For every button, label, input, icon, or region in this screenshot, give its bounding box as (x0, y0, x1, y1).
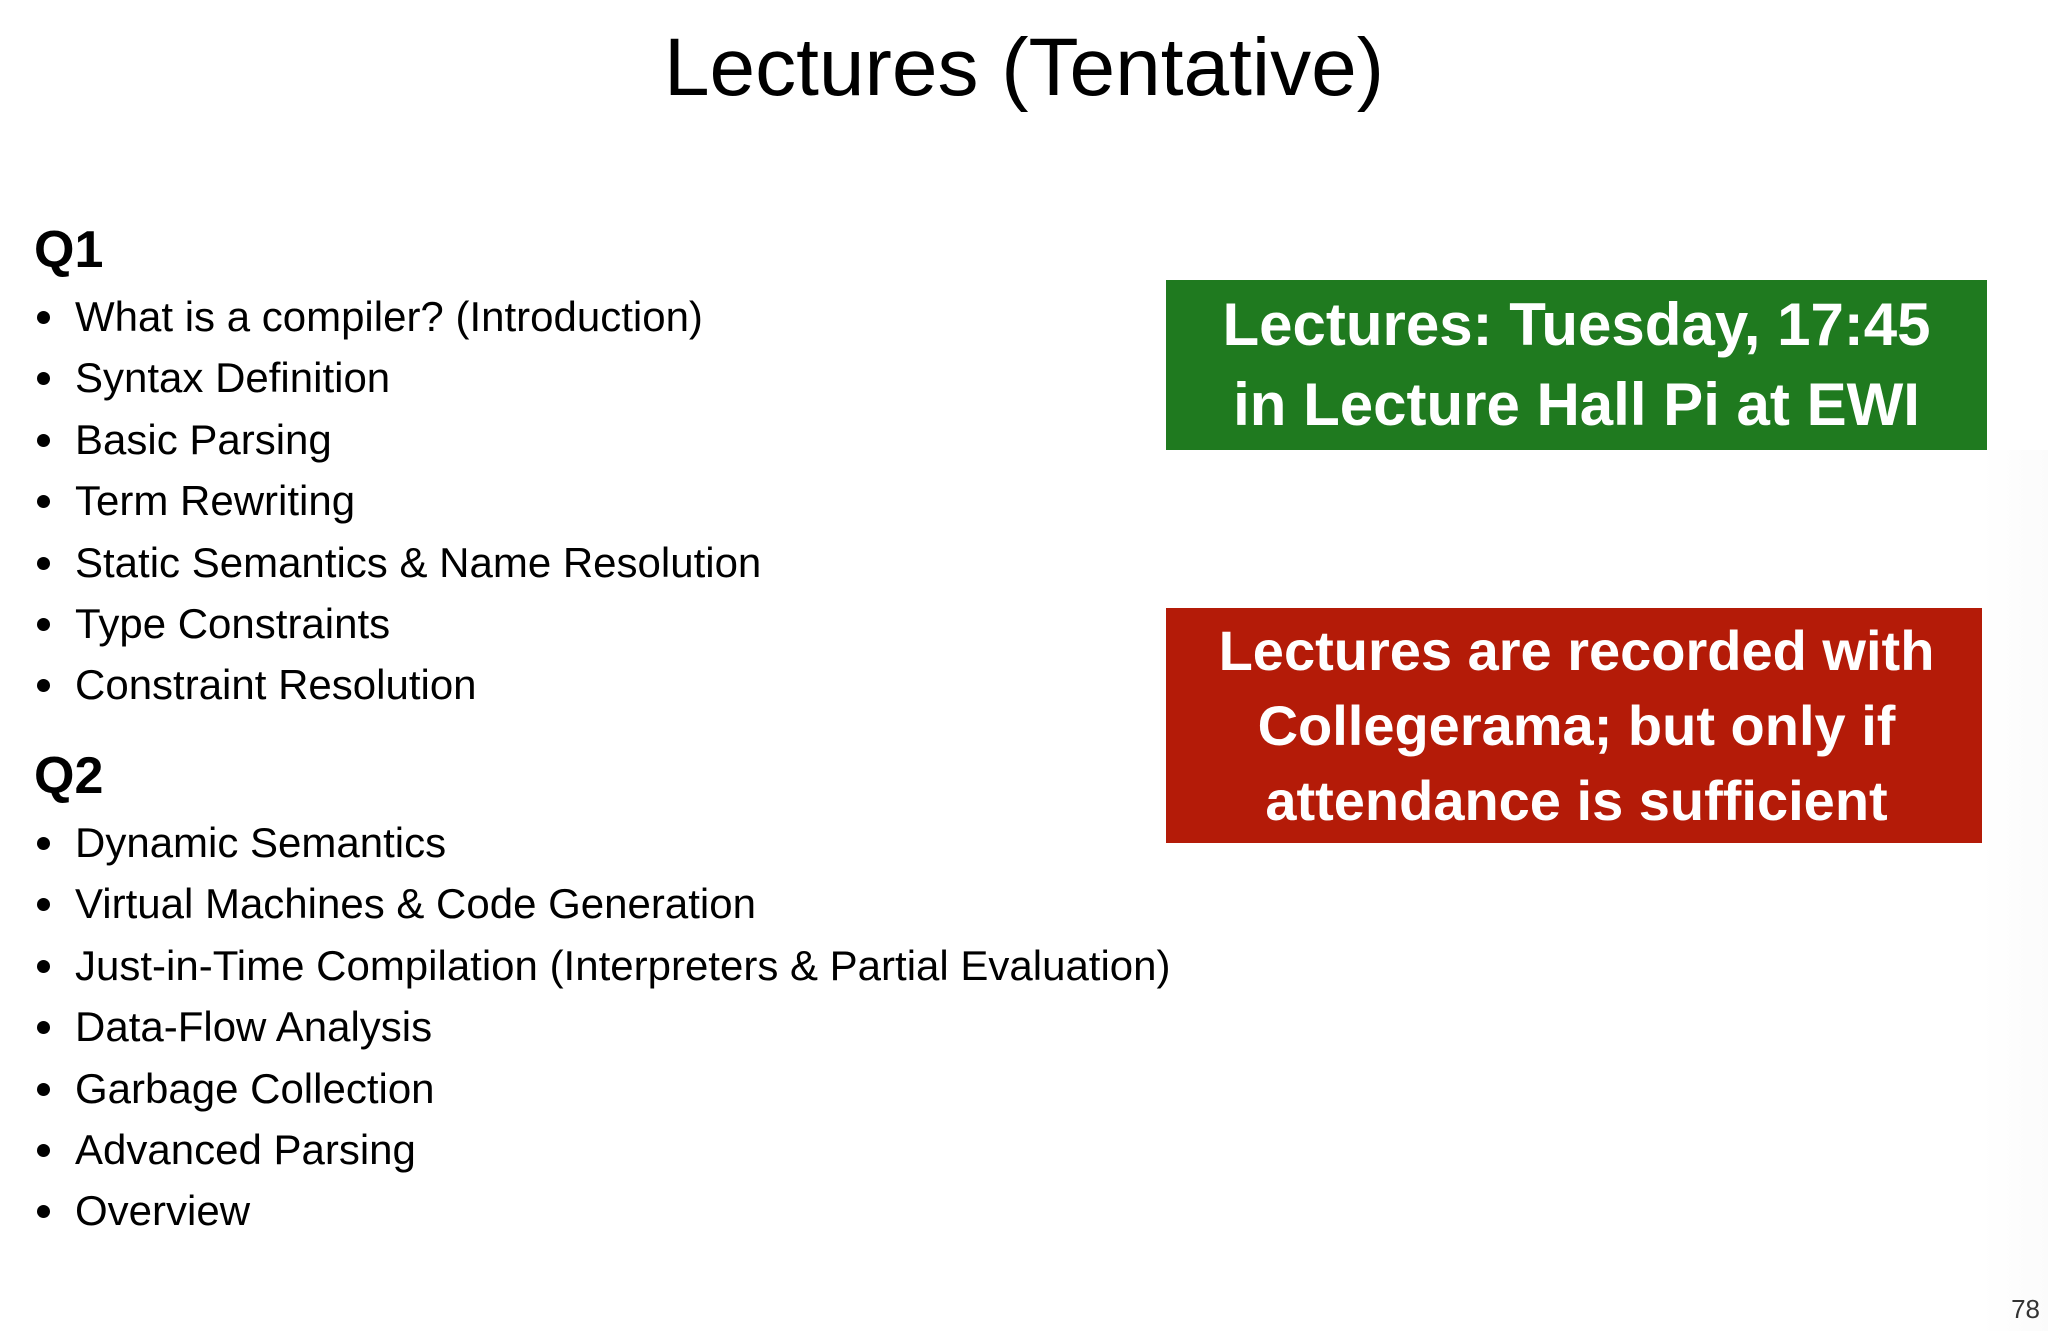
bullet-icon (37, 311, 50, 324)
bullet-icon (37, 1205, 50, 1218)
bullet-icon (37, 1083, 50, 1096)
list-item-label: Term Rewriting (75, 477, 356, 525)
list-item-label: Virtual Machines & Code Generation (75, 880, 756, 928)
schedule-callout (1166, 280, 1987, 450)
list-item-label: Garbage Collection (75, 1064, 435, 1112)
page-number: 78 (2011, 1294, 2040, 1324)
list-item-label: Type Constraints (75, 599, 391, 647)
list-item (34, 1180, 1171, 1241)
bullet-icon (37, 434, 50, 447)
list-item-label: Overview (75, 1187, 251, 1235)
list-item (34, 812, 1171, 873)
recording-callout-text: Lectures are recorded with Collegerama; but only if attendance is sufficient (1218, 619, 1935, 832)
bullet-icon (37, 898, 50, 911)
list-item-label: Constraint Resolution (75, 661, 477, 709)
list-item-label: Advanced Parsing (75, 1125, 416, 1173)
list-item (34, 935, 1171, 996)
list-item (34, 409, 761, 470)
bullet-icon (37, 837, 50, 850)
bullet-icon (37, 495, 50, 508)
slide-edge-shade (1982, 450, 2048, 1331)
slide-title: Lectures (Tentative) (663, 22, 1385, 113)
list-item-label: Dynamic Semantics (75, 819, 447, 866)
list-item-label: Static Semantics & Name Resolution (75, 538, 762, 586)
bullet-icon (37, 1144, 50, 1157)
schedule-callout-text: Lectures: Tuesday, 17:45 in Lecture Hall Pi at EWI (1222, 291, 1931, 438)
bullet-icon (37, 1021, 50, 1034)
list-item-label: Syntax Definition (75, 354, 391, 402)
list-item (34, 996, 1171, 1057)
list-item-label: Just-in-Time Compilation (Interpreters & Partial Evaluation) (75, 941, 1171, 989)
list-item-label: Basic Parsing (75, 415, 332, 463)
q2-lecture-list (34, 812, 1171, 1242)
q1-lecture-list (34, 286, 761, 716)
list-item (34, 286, 761, 347)
list-item (34, 347, 761, 408)
bullet-icon (37, 960, 50, 973)
list-item (34, 1058, 1171, 1119)
recording-callout (1166, 608, 1987, 843)
list-item (34, 470, 761, 531)
list-item (34, 593, 761, 654)
bullet-icon (37, 679, 50, 692)
list-item-label: What is a compiler? (Introduction) (75, 293, 703, 340)
list-item (34, 873, 1171, 934)
list-item (34, 1119, 1171, 1180)
list-item-label: Data-Flow Analysis (75, 1003, 433, 1051)
q2-heading: Q2 (34, 747, 104, 805)
list-item (34, 532, 761, 593)
bullet-icon (37, 557, 50, 570)
bullet-icon (37, 618, 50, 631)
q1-heading: Q1 (34, 221, 104, 279)
bullet-icon (37, 372, 50, 385)
list-item (34, 654, 761, 715)
